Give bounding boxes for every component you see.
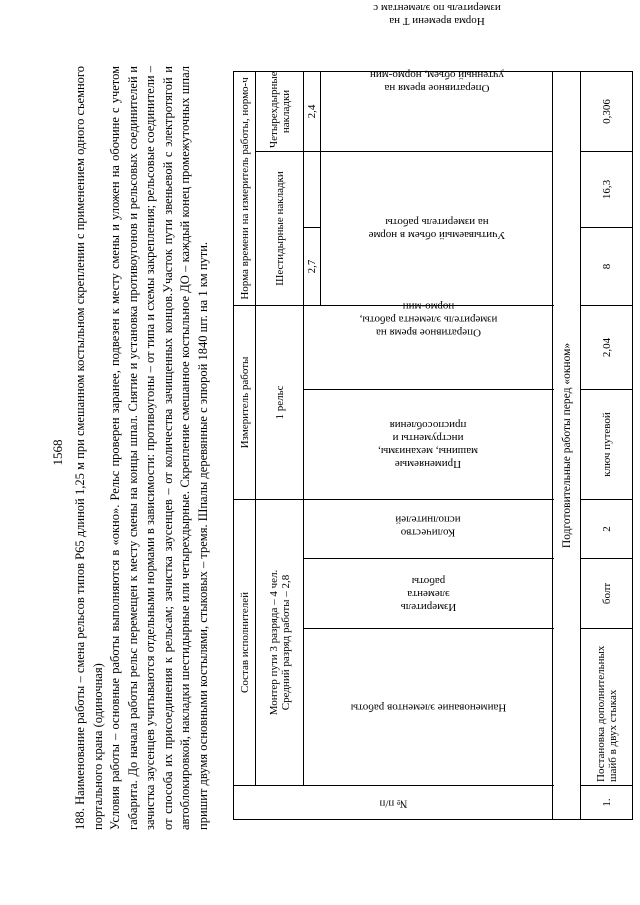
row-op-time: 2,04 (581, 305, 633, 389)
row-op-volume-time: 16,3 (581, 151, 633, 227)
work-conditions: Условия работы – основные работы выполняются в «окно». Рельс проверен заранее, подвезен к месту смены и уложен на обочине с учетом габарита. До начала работы рельс перемещен к месту смены на концы шпал. Снятие и установка противоугонов и рельсовых соединителей и зачистка заусенцев учитываются отдельными нормами в зависимости: противоугоны – от типа и схемы закрепления; рельсовые соединители – от способа их присоединения к рельсам; зачистка заусенцев – от количества зачищенных концов.Участок пути звеньевой с электротягой и автоблокировкой, накладки шестидырные или четырехдырные. Скрепление смешанное костыльное ДО – каждый конец промежуточных шпал пришит двумя основными костылями, стыковых – тремя. Шпалы деревянные с эпюрой 1840 шт. на 1 км пути. (108, 66, 210, 830)
header-crew: Состав исполнителей (234, 499, 256, 785)
header-meter: Измеритель элемента работы (304, 559, 553, 629)
header-op-volume-time: Оперативное время на учтенный объем, нормо-мин (321, 71, 553, 151)
row-name: Постановка дополнительных шайб в двух стыках (581, 629, 633, 786)
four-hole-value: 2,4 (304, 71, 321, 151)
six-hole-value: 2,7 (304, 227, 321, 305)
header-norm-time: Норма времени на измеритель работы, нормо-ч (234, 71, 256, 305)
crew-composition: Монтер пути 3 разряда – 4 чел. (267, 569, 280, 716)
row-volume: 8 (581, 227, 633, 305)
six-hole-blank (304, 151, 321, 227)
page-number: 1568 (50, 439, 65, 466)
header-op-time: Оперативное время на измеритель элемента работы, нормо-мин (304, 305, 553, 389)
header-machines: Применяемые машины, механизмы, инструменты и приспособления (304, 389, 553, 499)
header-num: № п/п (234, 786, 553, 820)
header-volume: Учитываемый объем в норме на измеритель работы (321, 151, 553, 305)
row-meter: болт (581, 559, 633, 629)
norms-table: № п/п Состав исполнителей Измеритель работы Норма времени на измеритель работы, нормо-ч Монтер пути 3 разряда – 4 чел. Средний разряд работы – 2,8 1 рельс Шестидырные накладки Четырехдырные накладки Наименование элементов работы Измеритель элемента работы Количество исполнителей Применяемые машины, механизмы, инструменты и приспособления Оперативное время на измеритель элемента работы, нормо-мин 2,7 2,4 Учитываемый объем в норме на измеритель работы Оперативное время на учтенный объем, нормо-мин Норма времени Т на измеритель по элементам с Подготовительные работы перед «окном» 1. Постановка дополнительных шайб в двух стыках болт 2 ключ путевой 2,04 8 16,3 0,306 (233, 71, 633, 820)
crew-average-rank: Средний разряд работы – 2,8 (279, 574, 292, 711)
row-count: 2 (581, 499, 633, 558)
heading-block (72, 66, 212, 830)
work-title: 188. Наименование работы – смена рельсов типов Р65 длиной 1,25 м при смешанном костыльном скреплении с применением одного съемного портального крана (одиночная) (73, 66, 105, 830)
work-meter-value: 1 рельс (256, 305, 304, 499)
row-norm-T: 0,306 (581, 71, 633, 151)
header-element-name: Наименование элементов работы (304, 629, 553, 786)
row-num: 1. (581, 786, 633, 820)
six-hole-label: Шестидырные накладки (256, 151, 304, 305)
table-row (581, 71, 633, 819)
header-count: Количество исполнителей (304, 499, 553, 558)
section-title: Подготовительные работы перед «окном» (553, 71, 581, 819)
row-tool: ключ путевой (581, 389, 633, 499)
crew-detail (256, 499, 304, 785)
header-work-meter: Измеритель работы (234, 305, 256, 499)
four-hole-label: Четырехдырные накладки (256, 71, 304, 151)
